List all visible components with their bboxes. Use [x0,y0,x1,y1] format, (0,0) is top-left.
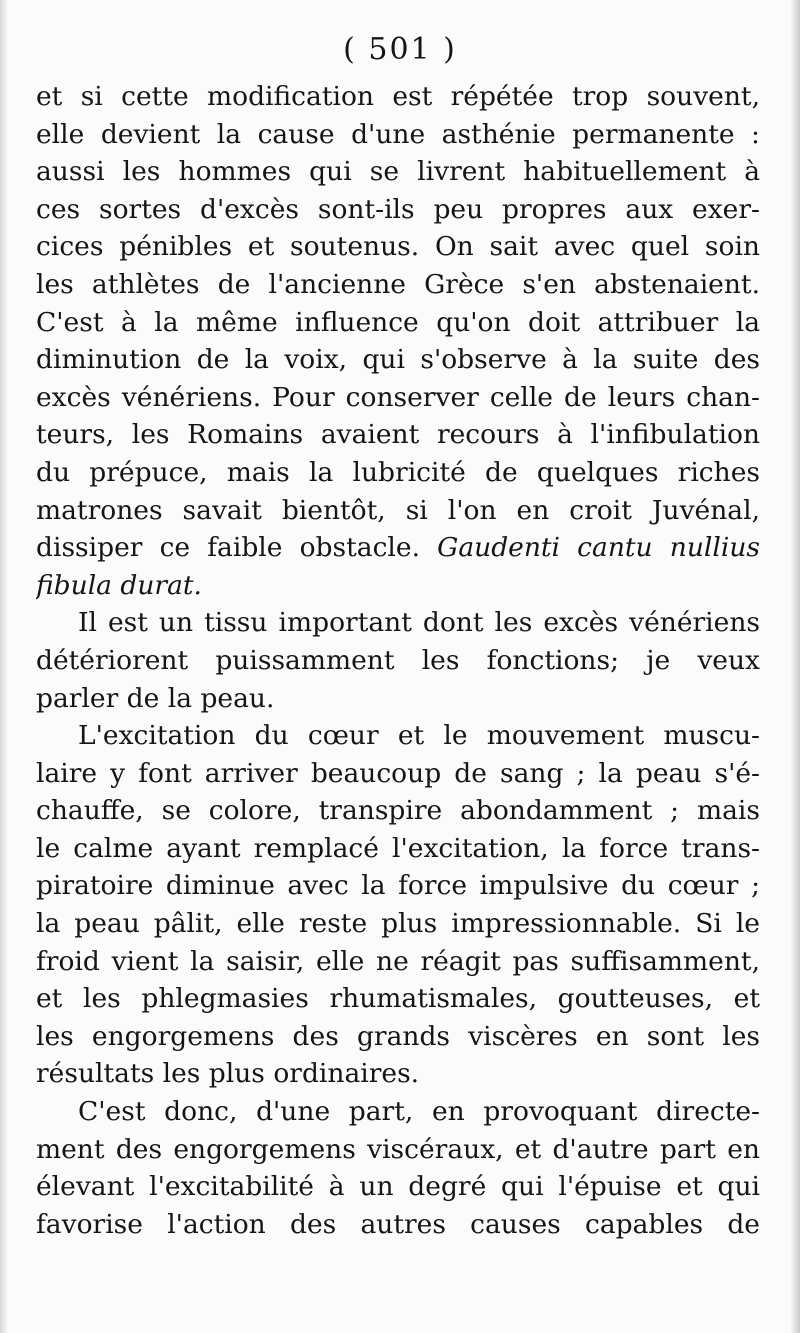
paragraph-start: Il est un tissu important dont les excès vénériens [78,607,760,639]
text-line: du prépuce, mais la lubricité de quelques riches [36,456,760,488]
paragraph-start: L'excitation du cœur et le mouvement muscu- [78,720,760,752]
text-line: et si cette modification est répétée trop souvent, [36,81,760,112]
text-line: aussi les hommes qui se livrent habituellement à [36,156,760,188]
text-line: cices pénibles et soutenus. On sait avec quel soin [36,231,760,263]
text-line: chauffe, se colore, transpire abondamment ; mais [36,795,760,827]
latin-quote-end [36,567,760,605]
page-number: ( 501 ) [343,32,457,67]
text-line: ces sortes d'excès sont-ils peu propres aux exer- [36,193,760,225]
text-line: élevant l'excitabilité à un degré qui l'épuise et qui [36,1171,760,1203]
text-line: et les phlegmasies rhumatismales, goutteuses, et [36,983,760,1015]
text-line: teurs, les Romains avaient recours à l'infibulation [36,419,760,451]
text-line: les athlètes de l'ancienne Grèce s'en abstenaient. [36,268,760,300]
paragraph-start: C'est donc, d'une part, en provoquant directe- [78,1096,760,1128]
text-line: le calme ayant remplacé l'excitation, la force trans- [36,832,760,864]
text-line: diminution de la voix, qui s'observe à la suite des [36,344,760,376]
latin-quote: Gaudenti cantu nullius [437,532,760,564]
text-line: détériorent puissamment les fonctions; je veux [36,644,760,676]
text-line: laire y font arriver beaucoup de sang ; la peau s'é- [36,757,760,789]
text-line: les engorgemens des grands viscères en sont les [36,1020,760,1052]
text-line: excès vénériens. Pour conserver celle de leurs chan- [36,381,760,413]
text-line: elle devient la cause d'une asthénie permanente : [36,118,760,150]
page-edge-right [790,0,800,1333]
text-line: matrones savait bientôt, si l'on en croit Juvénal, [36,494,760,526]
text-line: la peau pâlit, elle reste plus impressionnable. Si le [36,908,760,940]
text-line-with-quote [36,529,760,567]
paragraph-end: résultats les plus ordinaires. [36,1058,420,1090]
text-line: favorise l'action des autres causes capables de [36,1208,760,1240]
body-text [36,78,760,1243]
text-line: ment des engorgemens viscéraux, et d'autre part en [36,1133,760,1165]
paragraph-end: parler de la peau. [36,682,275,714]
text-line: froid vient la saisir, elle ne réagit pas suffisamment, [36,945,760,977]
text-line: piratoire diminue avec la force impulsive du cœur ; [36,870,760,902]
page-edge-left [0,0,8,1333]
text-line: C'est à la même influence qu'on doit attribuer la [36,306,760,338]
text-segment: dissiper ce faible obstacle. [36,532,420,564]
latin-quote-end-text: fibula durat. [36,569,202,601]
